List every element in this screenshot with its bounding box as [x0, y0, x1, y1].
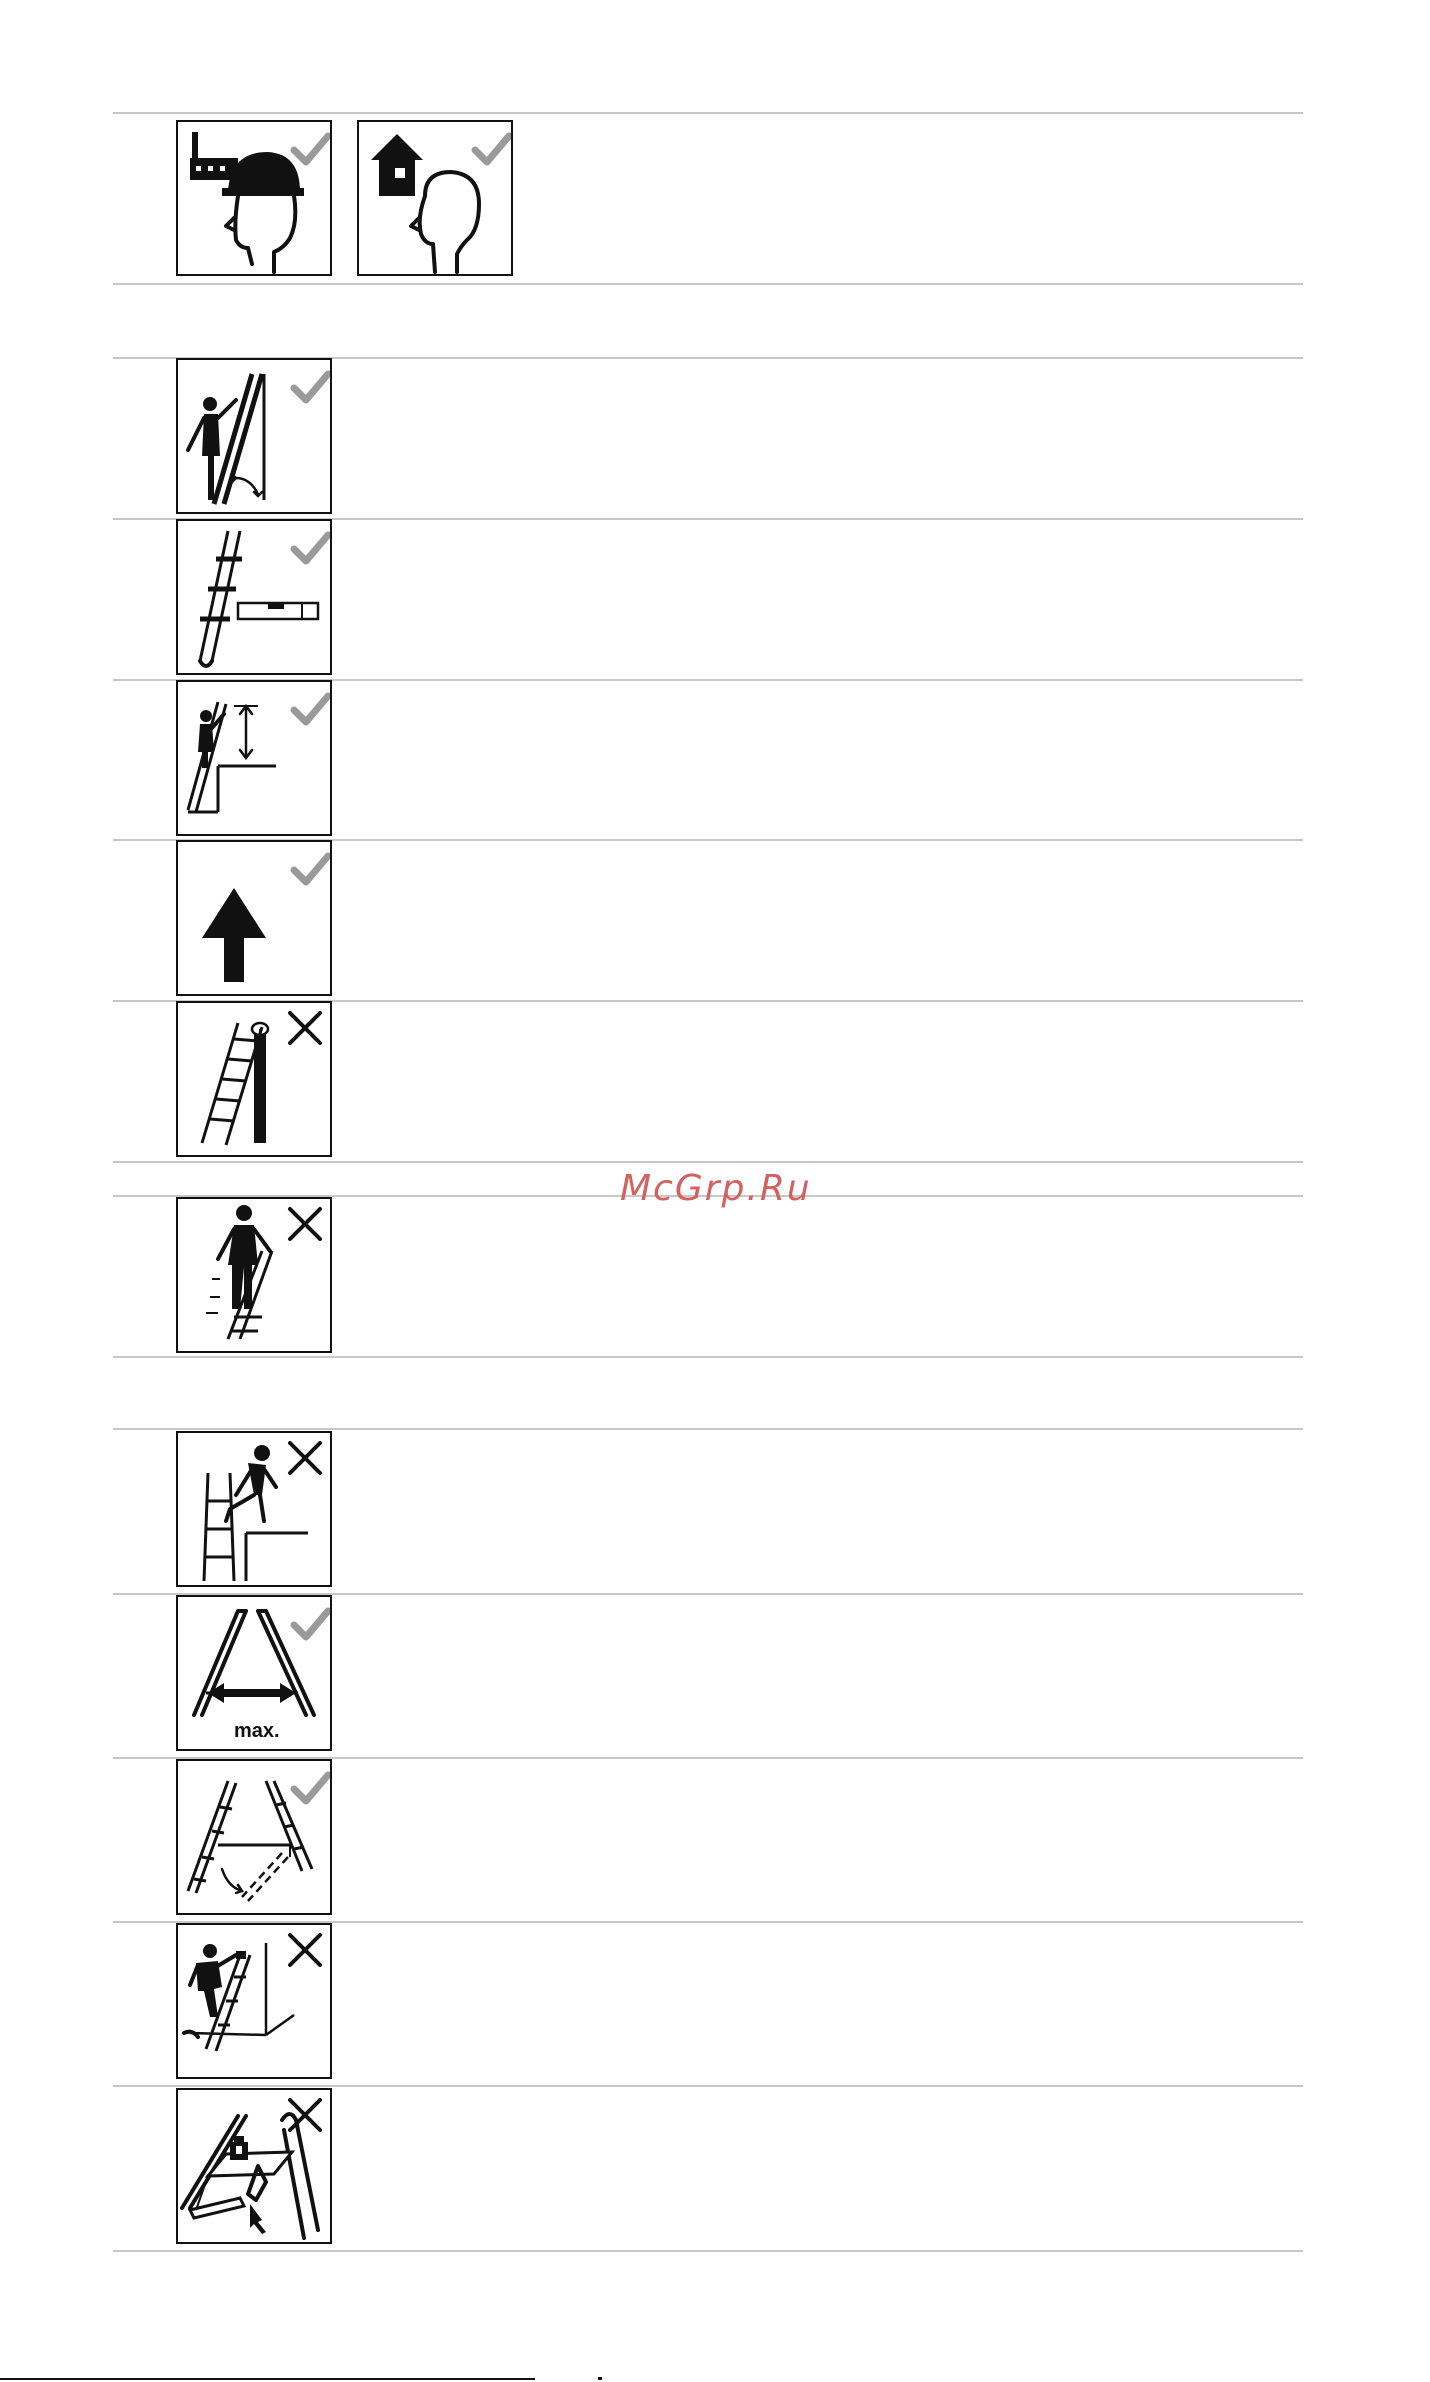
level-rungs-icon [176, 519, 332, 675]
section-divider [113, 2250, 1303, 2252]
lateral-reach-icon [176, 1923, 332, 2079]
footer-line [0, 2378, 535, 2380]
upward-arrow-icon [176, 840, 332, 996]
spreader-lock-icon [176, 1759, 332, 1915]
standing-on-top-rungs-icon [176, 1197, 332, 1353]
section-divider [113, 1161, 1303, 1163]
watermark: McGrp.Ru [620, 1168, 812, 1209]
domestic-use-icon [357, 120, 513, 276]
section-divider [113, 283, 1303, 285]
max-spread-icon [176, 1595, 332, 1751]
overload-platform-icon [176, 2088, 332, 2244]
footer-mark [598, 2377, 602, 2380]
section-divider [113, 1428, 1303, 1430]
stepping-off-sideways-icon [176, 1431, 332, 1587]
ladder-angle-icon [176, 358, 332, 514]
section-divider [113, 112, 1303, 114]
section-divider [113, 2085, 1303, 2087]
max-spread-label: max. [234, 1720, 280, 1742]
professional-use-icon [176, 120, 332, 276]
section-divider [113, 1356, 1303, 1358]
ladder-extension-height-icon [176, 680, 332, 836]
ladder-against-pole-icon [176, 1001, 332, 1157]
